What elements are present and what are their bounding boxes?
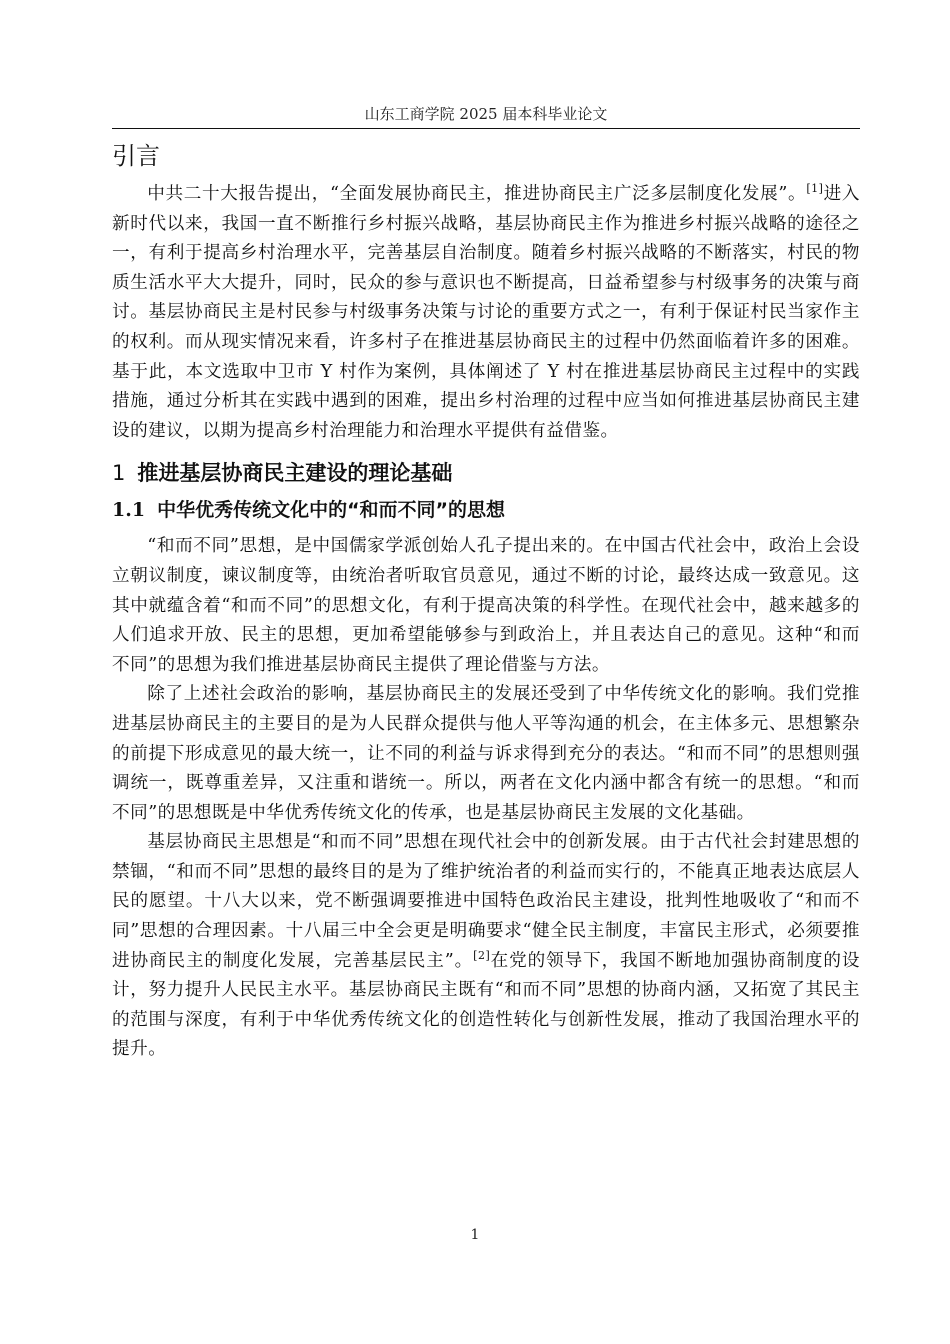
section-1-1-p3-text-b: 在党的领导下，我国不断地加强协商制度的设计，努力提升人民民主水平。基层协商民主既有“和而不同”思想的协商内涵，又拓宽了其民主的范围与深度，有利于中华优秀传统文化的创造性转化与创新性发展，推动了我国治理水平的提升。	[112, 950, 860, 1060]
intro-text-b: 进入新时代以来，我国一直不断推行乡村振兴战略，基层协商民主作为推进乡村振兴战略的途径之一，有利于提高乡村治理水平，完善基层自治制度。随着乡村振兴战略的不断落实，村民的物质生活水平大大提升，同时，民众的参与意识也不断提高，日益希望参与村级事务的决策与商讨。基层协商民主是村民参与村级事务决策与讨论的重要方式之一，有利于保证村民当家作主的权利。而从现实情况来看，许多村子在推进基层协商民主的过程中仍然面临着许多的困难。基于此，本文选取中卫市 Y 村作为案例，具体阐述了 Y 村在推进基层协商民主过程中的实践措施，通过分析其在实践中遇到的困难，提出乡村治理的过程中应当如何推进基层协商民主建设的建议，以期为提高乡村治理能力和治理水平提供有益借鉴。	[112, 184, 860, 441]
citation-1: [1]	[806, 182, 824, 196]
page-content	[112, 136, 860, 1065]
section-1-1-number: 1.1	[112, 499, 146, 522]
section-1-heading	[112, 456, 860, 490]
section-1-title: 推进基层协商民主建设的理论基础	[137, 461, 453, 486]
header-rule	[112, 128, 860, 129]
section-1-1-paragraph-1: “和而不同”思想，是中国儒家学派创始人孔子提出来的。在中国古代社会中，政治上会设立朝议制度，谏议制度等，由统治者听取官员意见，通过不断的讨论，最终达成一致意见。这其中就蕴含着“和而不同”的思想文化，有利于提高决策的科学性。在现代社会中，越来越多的人们追求开放、民主的思想，更加希望能够参与到政治上，并且表达自己的意见。这种“和而不同”的思想为我们推进基层协商民主提供了理论借鉴与方法。	[112, 536, 860, 675]
intro-text-a: 中共二十大报告提出，“全面发展协商民主，推进协商民主广泛多层制度化发展”。	[147, 184, 807, 204]
citation-2: [2]	[473, 948, 491, 962]
section-1-1-p3-text-a: 基层协商民主思想是“和而不同”思想在现代社会中的创新发展。由于古代社会封建思想的禁锢，“和而不同”思想的最终目的是为了维护统治者的利益而实行的，不能真正地表达底层人民的愿望。十八大以来，党不断强调要推进中国特色政治民主建设，批判性地吸收了“和而不同”思想的合理因素。十八届三中全会更是明确要求“健全民主制度，丰富民主形式，必须要推进协商民主的制度化发展，完善基层民主”。	[112, 832, 860, 971]
section-1-1-paragraph-3	[112, 828, 860, 1065]
page-number: 1	[470, 1227, 480, 1243]
running-header: 山东工商学院 2025 届本科毕业论文	[364, 105, 608, 123]
section-1-number: 1	[112, 461, 126, 486]
intro-paragraph	[112, 180, 860, 446]
intro-heading: 引言	[112, 142, 160, 170]
section-1-1-heading	[112, 494, 860, 526]
section-1-1-paragraph-2: 除了上述社会政治的影响，基层协商民主的发展还受到了中华传统文化的影响。我们党推进基层协商民主的主要目的是为人民群众提供与他人平等沟通的机会，在主体多元、思想繁杂的前提下形成意见的最大统一，让不同的利益与诉求得到充分的表达。“和而不同”的思想则强调统一，既尊重差异，又注重和谐统一。所以，两者在文化内涵中都含有统一的思想。“和而不同”的思想既是中华优秀传统文化的传承，也是基层协商民主发展的文化基础。	[112, 684, 860, 823]
section-1-1-title: 中华优秀传统文化中的“和而不同”的思想	[157, 499, 506, 522]
